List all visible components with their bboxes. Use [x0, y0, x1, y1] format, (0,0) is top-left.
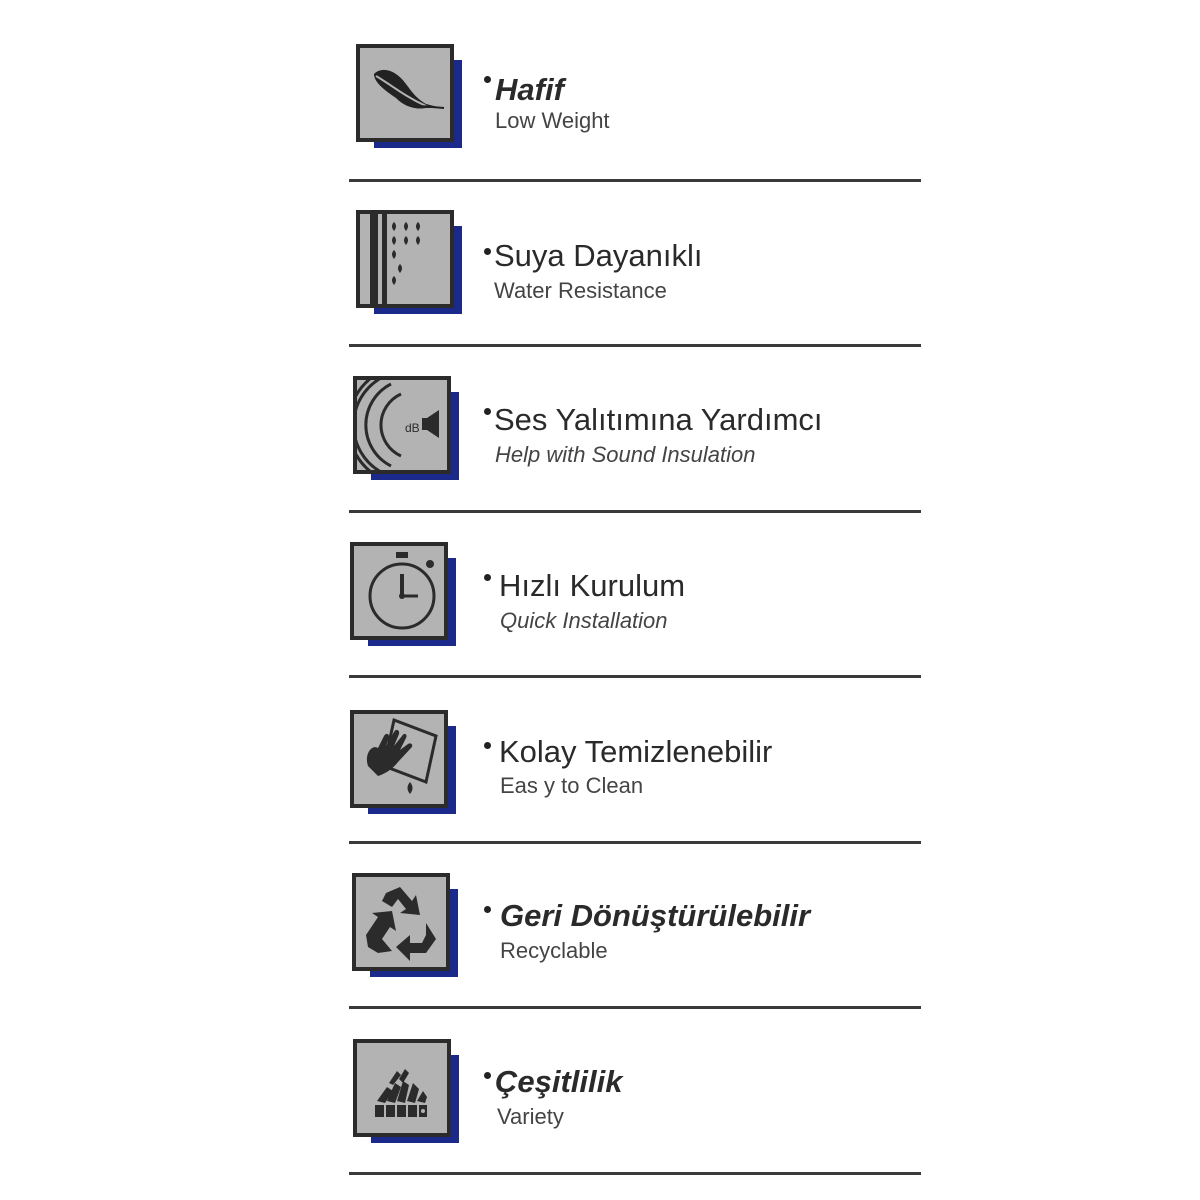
- feature-title: Geri Dönüştürülebilir: [500, 898, 811, 933]
- divider: [349, 1172, 921, 1175]
- sound-insulation-icon: [353, 376, 451, 474]
- feature-subtitle: Low Weight: [495, 108, 610, 133]
- feature-subtitle: Quick Installation: [500, 608, 668, 633]
- feature-icon-container: [353, 376, 463, 486]
- feature-title: Hızlı Kurulum: [499, 568, 686, 603]
- feature-title: Hafif: [495, 72, 564, 107]
- cleaning-hand-icon: [350, 710, 448, 808]
- bullet-dot: [484, 574, 491, 581]
- feature-icon-container: [352, 873, 462, 983]
- feature-title: Kolay Temizlenebilir: [499, 734, 773, 769]
- feature-title: Çeşitlilik: [495, 1064, 623, 1099]
- divider: [349, 510, 921, 513]
- feature-subtitle: Eas y to Clean: [500, 773, 644, 798]
- feature-title: Ses Yalıtımına Yardımcı: [494, 402, 823, 437]
- feature-subtitle: Water Resistance: [494, 278, 667, 303]
- divider: [349, 841, 921, 844]
- feature-icon-container: [353, 1039, 463, 1149]
- feature-subtitle: Help with Sound Insulation: [495, 442, 756, 467]
- feature-icon-container: [350, 542, 460, 652]
- bullet-dot: [484, 248, 491, 255]
- db-label: dB: [405, 421, 420, 435]
- feature-icon-container: [350, 710, 460, 820]
- feature-title: Suya Dayanıklı: [494, 238, 703, 273]
- bullet-dot: [484, 408, 491, 415]
- recycle-icon: [352, 873, 450, 971]
- divider: [349, 1006, 921, 1009]
- feature-icon-container: [356, 210, 466, 320]
- stopwatch-icon: [350, 542, 448, 640]
- water-drops-icon: [356, 210, 454, 308]
- feature-subtitle: Recyclable: [500, 938, 608, 963]
- divider: [349, 675, 921, 678]
- color-swatches-icon: [353, 1039, 451, 1137]
- feature-subtitle: Variety: [497, 1104, 564, 1129]
- bullet-dot: [484, 906, 491, 913]
- divider: [349, 344, 921, 347]
- bullet-dot: [484, 742, 491, 749]
- divider: [349, 179, 921, 182]
- bullet-dot: [484, 1072, 491, 1079]
